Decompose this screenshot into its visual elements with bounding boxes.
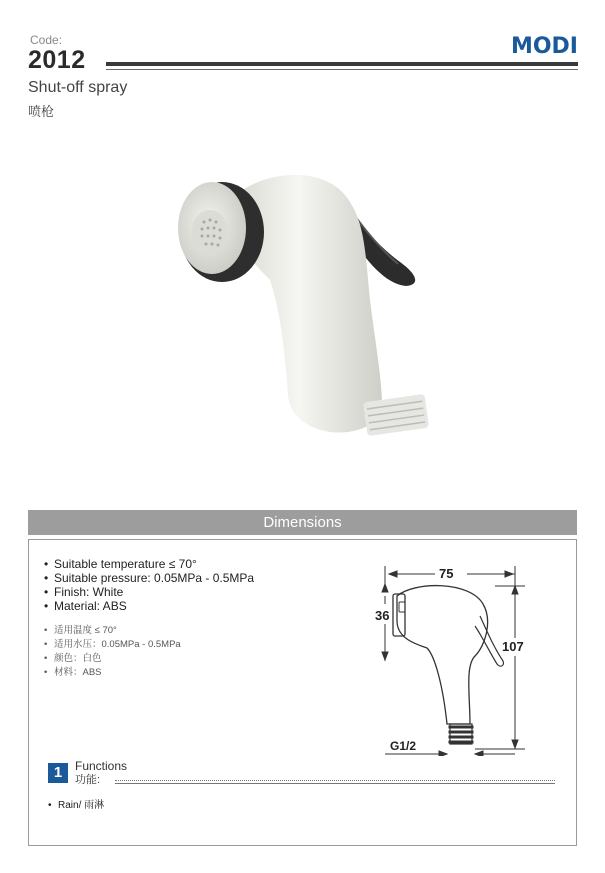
code-label: Code:: [30, 33, 63, 47]
spec-item-en: • Material: ABS: [44, 599, 127, 613]
dimensions-title: Dimensions: [263, 514, 342, 531]
spec-item-en: • Finish: White: [44, 585, 124, 599]
spec-item-en: • Suitable temperature ≤ 70°: [44, 557, 197, 571]
height-dimension-label: 107: [502, 639, 524, 654]
functions-title-en: Functions: [75, 759, 128, 773]
functions-title-cn: 功能:: [75, 774, 101, 786]
header-rule-thin: [106, 69, 578, 70]
spec-item-cn: • 适用温度 ≤ 70°: [44, 625, 117, 636]
spec-item-cn: • 适用水压：0.05MPa - 0.5MPa: [44, 639, 181, 650]
functions-number-badge: 1: [48, 763, 68, 783]
thread-dimension-label: G1/2: [390, 739, 417, 753]
product-name-en: Shut-off spray: [28, 79, 128, 96]
header-rule: [106, 62, 578, 66]
functions-rule: [115, 780, 555, 781]
spec-item-cn: • 颜色：白色: [44, 653, 102, 664]
head-dimension-label: 36: [375, 608, 390, 623]
function-item: • Rain/ 雨淋: [48, 800, 105, 811]
spec-item-en: • Suitable pressure: 0.05MPa - 0.5MPa: [44, 571, 255, 585]
spec-item-cn: • 材料：ABS: [44, 667, 102, 678]
brand-logo: MODI: [510, 34, 578, 59]
width-dimension-label: 75: [439, 566, 454, 581]
product-name-cn: 喷枪: [28, 104, 55, 119]
dimension-drawing: [375, 556, 535, 756]
shut-off-spray-photo: [170, 160, 440, 450]
functions-rule-solid: [115, 783, 555, 784]
product-code: 2012: [28, 46, 86, 74]
